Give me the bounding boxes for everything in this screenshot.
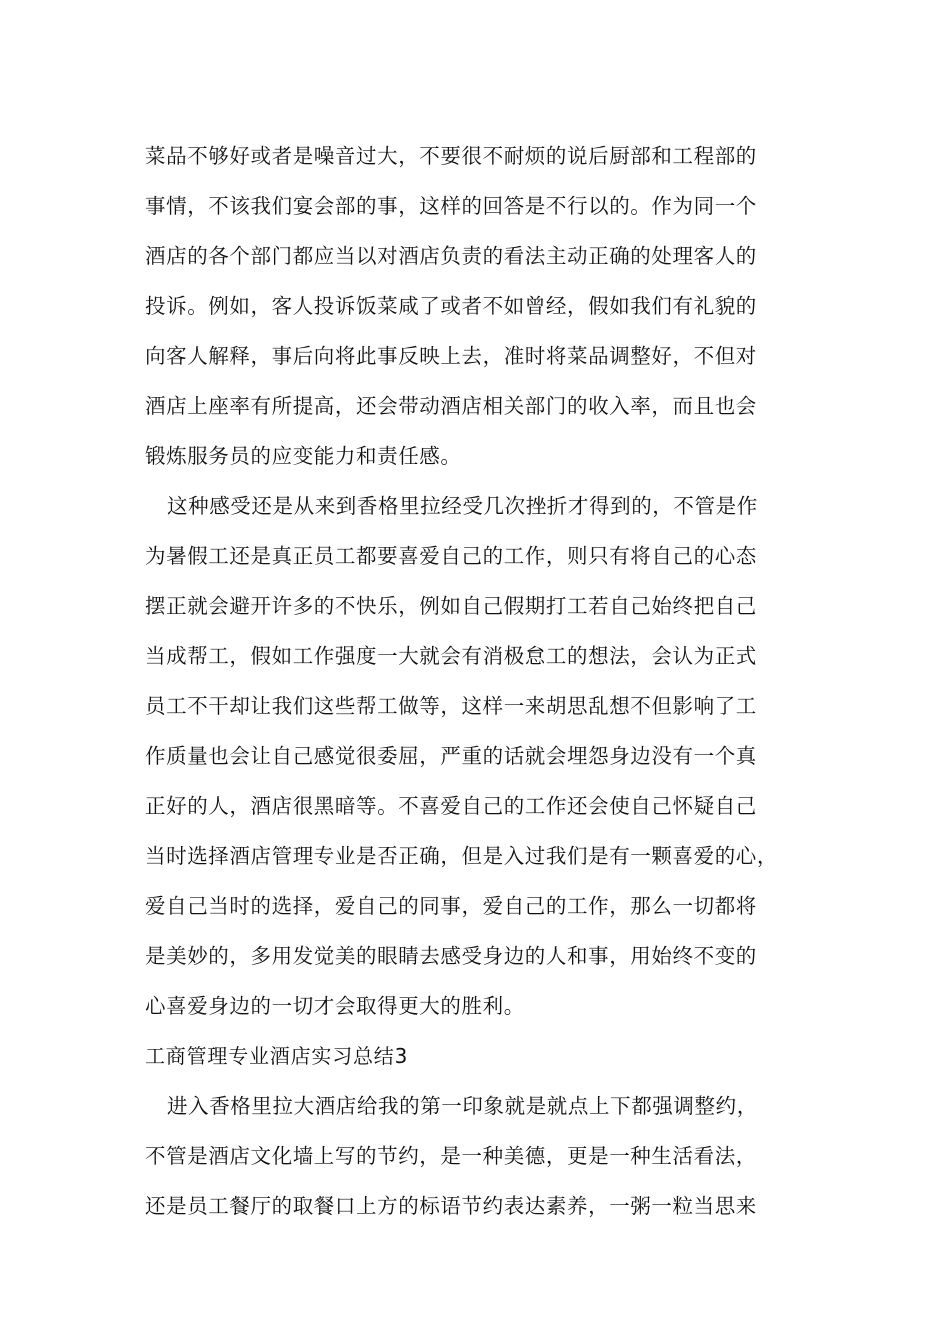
text-line: 作质量也会让自己感觉很委屈，严重的话就会埋怨身边没有一个真 (145, 744, 757, 768)
text-line: 投诉。例如，客人投诉饭菜咸了或者不如曾经，假如我们有礼貌的 (145, 294, 757, 318)
text-line: 爱自己当时的选择，爱自己的同事，爱自己的工作，那么一切都将 (145, 894, 757, 918)
text-line: 酒店上座率有所提高，还会带动酒店相关部门的收入率，而且也会 (145, 394, 757, 418)
text-line: 菜品不够好或者是噪音过大，不要很不耐烦的说后厨部和工程部的 (145, 144, 757, 168)
text-line: 向客人解释，事后向将此事反映上去，准时将菜品调整好，不但对 (145, 344, 757, 368)
text-line: 为暑假工还是真正员工都要喜爱自己的工作，则只有将自己的心态 (145, 544, 757, 568)
text-line: 当时选择酒店管理专业是否正确，但是入过我们是有一颗喜爱的心， (145, 844, 778, 868)
document-body (145, 131, 825, 1231)
section-heading: 工商管理专业酒店实习总结3 (145, 1044, 409, 1068)
paragraph-1 (145, 131, 825, 481)
text-line: 还是员工餐厅的取餐口上方的标语节约表达素养，一粥一粒当思来 (145, 1194, 757, 1218)
text-line: 当成帮工，假如工作强度一大就会有消极怠工的想法，会认为正式 (145, 644, 757, 668)
text-line: 这种感受还是从来到香格里拉经受几次挫折才得到的，不管是作 (167, 494, 758, 518)
paragraph-3 (145, 1081, 825, 1231)
text-line: 酒店的各个部门都应当以对酒店负责的看法主动正确的处理客人的 (145, 244, 757, 268)
text-line: 锻炼服务员的应变能力和责任感。 (145, 444, 462, 468)
paragraph-2 (145, 481, 825, 1031)
text-line: 进入香格里拉大酒店给我的第一印象就是就点上下都强调整约， (167, 1094, 758, 1118)
text-line: 是美妙的，多用发觉美的眼睛去感受身边的人和事，用始终不变的 (145, 944, 757, 968)
text-line: 摆正就会避开许多的不快乐，例如自己假期打工若自己始终把自己 (145, 594, 757, 618)
text-line: 正好的人，酒店很黑暗等。不喜爱自己的工作还会使自己怀疑自己 (145, 794, 757, 818)
text-line: 不管是酒店文化墙上写的节约，是一种美德，更是一种生活看法， (145, 1144, 757, 1168)
text-line: 事情，不该我们宴会部的事，这样的回答是不行以的。作为同一个 (145, 194, 757, 218)
text-line: 员工不干却让我们这些帮工做等，这样一来胡思乱想不但影响了工 (145, 694, 757, 718)
text-line: 心喜爱身边的一切才会取得更大的胜利。 (145, 994, 525, 1018)
